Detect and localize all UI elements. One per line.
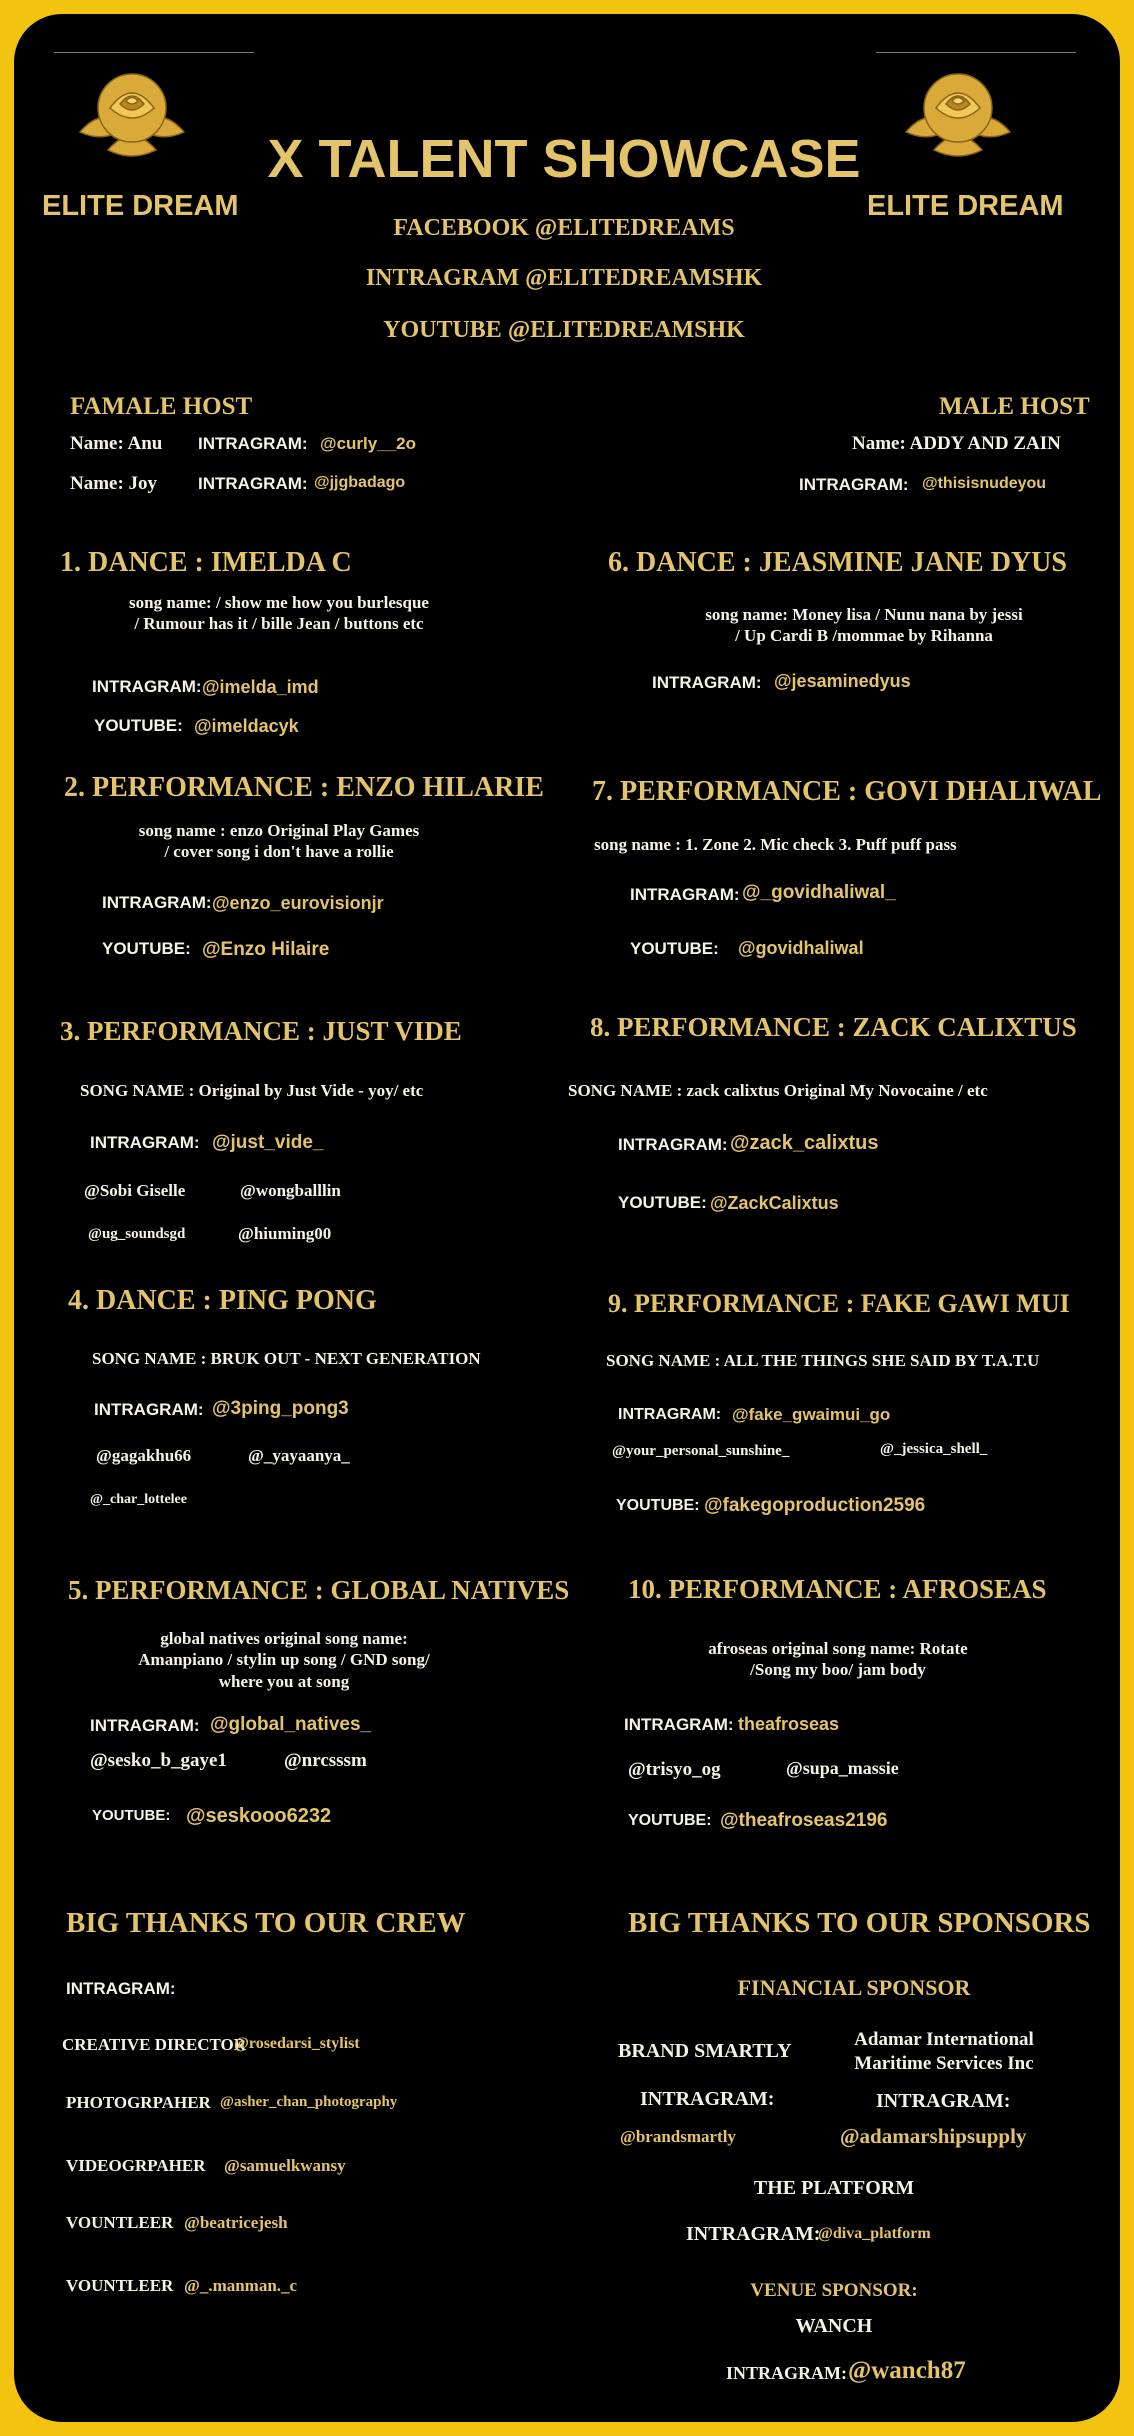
act-title: 7. PERFORMANCE : GOVI DHALIWAL (592, 776, 1102, 807)
youtube-label: YOUTUBE: (94, 716, 183, 735)
crew-handle[interactable]: @_.manman._c (184, 2276, 298, 2295)
sponsor-name: Adamar International Maritime Services Inc (854, 2029, 1034, 2074)
rose-logo-icon (898, 66, 1018, 166)
instagram-label: INTRAGRAM: (726, 2363, 847, 2383)
song-list: afroseas original song name: Rotate /Song my boo/ jam body (708, 1639, 968, 1680)
facebook-link[interactable]: FACEBOOK @ELITEDREAMS (393, 215, 735, 241)
act-title: 5. PERFORMANCE : GLOBAL NATIVES (68, 1575, 570, 1605)
sponsor-handle[interactable]: @brandsmartly (620, 2127, 736, 2146)
collaborator-handle[interactable]: @wongballlin (240, 1181, 341, 1200)
collaborator-handle[interactable]: @sesko_b_gaye1 (90, 1750, 227, 1771)
youtube-handle[interactable]: @seskooo6232 (186, 1805, 332, 1827)
youtube-handle[interactable]: @imeldacyk (194, 716, 299, 736)
song-list: song name : 1. Zone 2. Mic check 3. Puff puff pass (594, 835, 957, 854)
instagram-label: INTRAGRAM: (90, 1133, 200, 1152)
instagram-handle[interactable]: theafroseas (738, 1714, 840, 1734)
venue-sponsor-label: VENUE SPONSOR: (750, 2280, 918, 2301)
crew-role: VIDEOGRPAHER (66, 2156, 206, 2175)
divider (54, 52, 254, 53)
youtube-label: YOUTUBE: (630, 939, 719, 958)
financial-sponsor-label: FINANCIAL SPONSOR (737, 1975, 971, 2000)
collaborator-handle[interactable]: @nrcsssm (284, 1750, 367, 1771)
crew-handle[interactable]: @rosedarsi_stylist (234, 2035, 360, 2052)
instagram-handle[interactable]: @imelda_imd (202, 677, 319, 697)
youtube-handle[interactable]: @ZackCalixtus (710, 1193, 839, 1213)
youtube-handle[interactable]: @Enzo Hilaire (202, 939, 330, 960)
song-list: SONG NAME : Original by Just Vide - yoy/ etc (80, 1081, 424, 1100)
youtube-label: YOUTUBE: (102, 939, 191, 958)
male-host-heading: MALE HOST (939, 393, 1090, 420)
youtube-handle[interactable]: @fakegoproduction2596 (704, 1495, 926, 1516)
act-title: 6. DANCE : JEASMINE JANE DYUS (608, 547, 1067, 578)
collaborator-handle[interactable]: @supa_massie (786, 1758, 899, 1778)
youtube-handle[interactable]: @theafroseas2196 (720, 1810, 888, 1831)
collaborator-handle[interactable]: @your_personal_sunshine_ (612, 1443, 790, 1459)
instagram-handle[interactable]: @_govidhaliwal_ (742, 882, 896, 903)
instagram-handle[interactable]: @global_natives_ (210, 1714, 372, 1735)
instagram-handle[interactable]: @zack_calixtus (730, 1132, 879, 1154)
host-name: Name: ADDY AND ZAIN (852, 433, 1061, 454)
collaborator-handle[interactable]: @_char_lottelee (90, 1492, 187, 1507)
instagram-label: INTRAGRAM: (652, 673, 762, 692)
act-title: 4. DANCE : PING PONG (68, 1285, 377, 1316)
collaborator-handle[interactable]: @trisyo_og (628, 1759, 721, 1780)
crew-role: VOUNTLEER (66, 2276, 174, 2295)
sponsor-name: BRAND SMARTLY (618, 2040, 792, 2062)
act-title: 10. PERFORMANCE : AFROSEAS (628, 1574, 1047, 1604)
instagram-label: INTRAGRAM: (624, 1715, 734, 1734)
crew-handle[interactable]: @asher_chan_photography (220, 2094, 398, 2110)
instagram-handle[interactable]: @jesaminedyus (774, 671, 911, 691)
instagram-label: INTRAGRAM: (102, 893, 212, 912)
act-title: 9. PERFORMANCE : FAKE GAWI MUI (608, 1289, 1070, 1318)
host-name: Name: Joy (70, 473, 158, 494)
page-title: X TALENT SHOWCASE (267, 129, 861, 189)
crew-heading: BIG THANKS TO OUR CREW (66, 1907, 466, 1939)
instagram-handle[interactable]: @thisisnudeyou (922, 475, 1047, 492)
instagram-label: INTRAGRAM: (876, 2090, 1011, 2112)
collaborator-handle[interactable]: @ug_soundsgd (88, 1226, 186, 1242)
sponsor-handle[interactable]: @diva_platform (818, 2225, 931, 2242)
song-list: song name : enzo Original Play Games / cover song i don't have a rollie (138, 821, 420, 862)
instagram-label: INTRAGRAM: (799, 475, 909, 494)
rose-logo-icon (72, 66, 192, 166)
instagram-label: INTRAGRAM: (618, 1135, 728, 1154)
crew-role: CREATIVE DIRECTOR (62, 2035, 247, 2054)
act-title: 2. PERFORMANCE : ENZO HILARIE (64, 772, 544, 803)
youtube-label: YOUTUBE: (616, 1497, 700, 1514)
instagram-label: INTRAGRAM: (198, 474, 308, 493)
collaborator-handle[interactable]: @hiuming00 (238, 1224, 332, 1243)
song-list: SONG NAME : zack calixtus Original My Novocaine / etc (568, 1081, 988, 1100)
song-list: song name: / show me how you burlesque / Rumour has it / bille Jean / buttons etc (129, 593, 429, 634)
brand-name-right: ELITE DREAM (867, 190, 1064, 222)
sponsors-heading: BIG THANKS TO OUR SPONSORS (628, 1907, 1091, 1939)
instagram-link[interactable]: INTRAGRAM @ELITEDREAMSHK (365, 265, 763, 291)
collaborator-handle[interactable]: @Sobi Giselle (84, 1181, 186, 1200)
instagram-label: INTRAGRAM: (640, 2088, 775, 2110)
instagram-label: INTRAGRAM: (618, 1406, 722, 1423)
collaborator-handle[interactable]: @_yayaanya_ (248, 1446, 350, 1465)
instagram-label: INTRAGRAM: (686, 2223, 821, 2245)
youtube-label: YOUTUBE: (618, 1193, 707, 1212)
instagram-label: INTRAGRAM: (94, 1400, 204, 1419)
youtube-label: YOUTUBE: (92, 1807, 171, 1824)
female-host-heading: FAMALE HOST (70, 393, 253, 420)
collaborator-handle[interactable]: @gagakhu66 (96, 1446, 192, 1465)
crew-role: PHOTOGRPAHER (66, 2093, 211, 2112)
crew-role: VOUNTLEER (66, 2213, 174, 2232)
divider (876, 52, 1076, 53)
instagram-handle[interactable]: @jjgbadago (314, 474, 406, 491)
act-title: 8. PERFORMANCE : ZACK CALIXTUS (590, 1012, 1077, 1042)
instagram-handle[interactable]: @just_vide_ (212, 1132, 324, 1153)
instagram-handle[interactable]: @3ping_pong3 (212, 1398, 349, 1419)
instagram-label: INTRAGRAM: (90, 1716, 200, 1735)
youtube-link[interactable]: YOUTUBE @ELITEDREAMSHK (383, 317, 745, 343)
instagram-handle[interactable]: @enzo_eurovisionjr (212, 893, 384, 913)
sponsor-handle[interactable]: @adamarshipsupply (840, 2124, 1027, 2148)
song-list: global natives original song name: Amanpiano / stylin up song / GND song/ where you at song (138, 1629, 430, 1691)
sponsor-name: THE PLATFORM (753, 2177, 915, 2199)
instagram-label: INTRAGRAM: (630, 885, 740, 904)
instagram-handle[interactable]: @curly__2o (320, 434, 416, 453)
instagram-label: INTRAGRAM: (198, 434, 308, 453)
instagram-handle[interactable]: @fake_gwaimui_go (732, 1405, 891, 1424)
sponsor-handle[interactable]: @wanch87 (848, 2357, 966, 2384)
collaborator-handle[interactable]: @_jessica_shell_ (880, 1441, 988, 1457)
crew-handle[interactable]: @samuelkwansy (224, 2156, 346, 2175)
host-name: Name: Anu (70, 433, 163, 454)
brand-name-left: ELITE DREAM (42, 190, 239, 222)
youtube-label: YOUTUBE: (628, 1812, 712, 1829)
crew-handle[interactable]: @beatricejesh (184, 2213, 288, 2232)
act-title: 1. DANCE : IMELDA C (60, 547, 352, 578)
song-list: SONG NAME : ALL THE THINGS SHE SAID BY T.A.T.U (606, 1351, 1040, 1370)
song-list: SONG NAME : BRUK OUT - NEXT GENERATION (92, 1349, 481, 1368)
youtube-handle[interactable]: @govidhaliwal (738, 938, 864, 958)
instagram-label: INTRAGRAM: (66, 1979, 176, 1998)
sponsor-name: WANCH (795, 2315, 873, 2337)
song-list: song name: Money lisa / Nunu nana by jessi / Up Cardi B /mommae by Rihanna (705, 605, 1023, 646)
instagram-label: INTRAGRAM: (92, 677, 202, 696)
act-title: 3. PERFORMANCE : JUST VIDE (60, 1016, 462, 1046)
